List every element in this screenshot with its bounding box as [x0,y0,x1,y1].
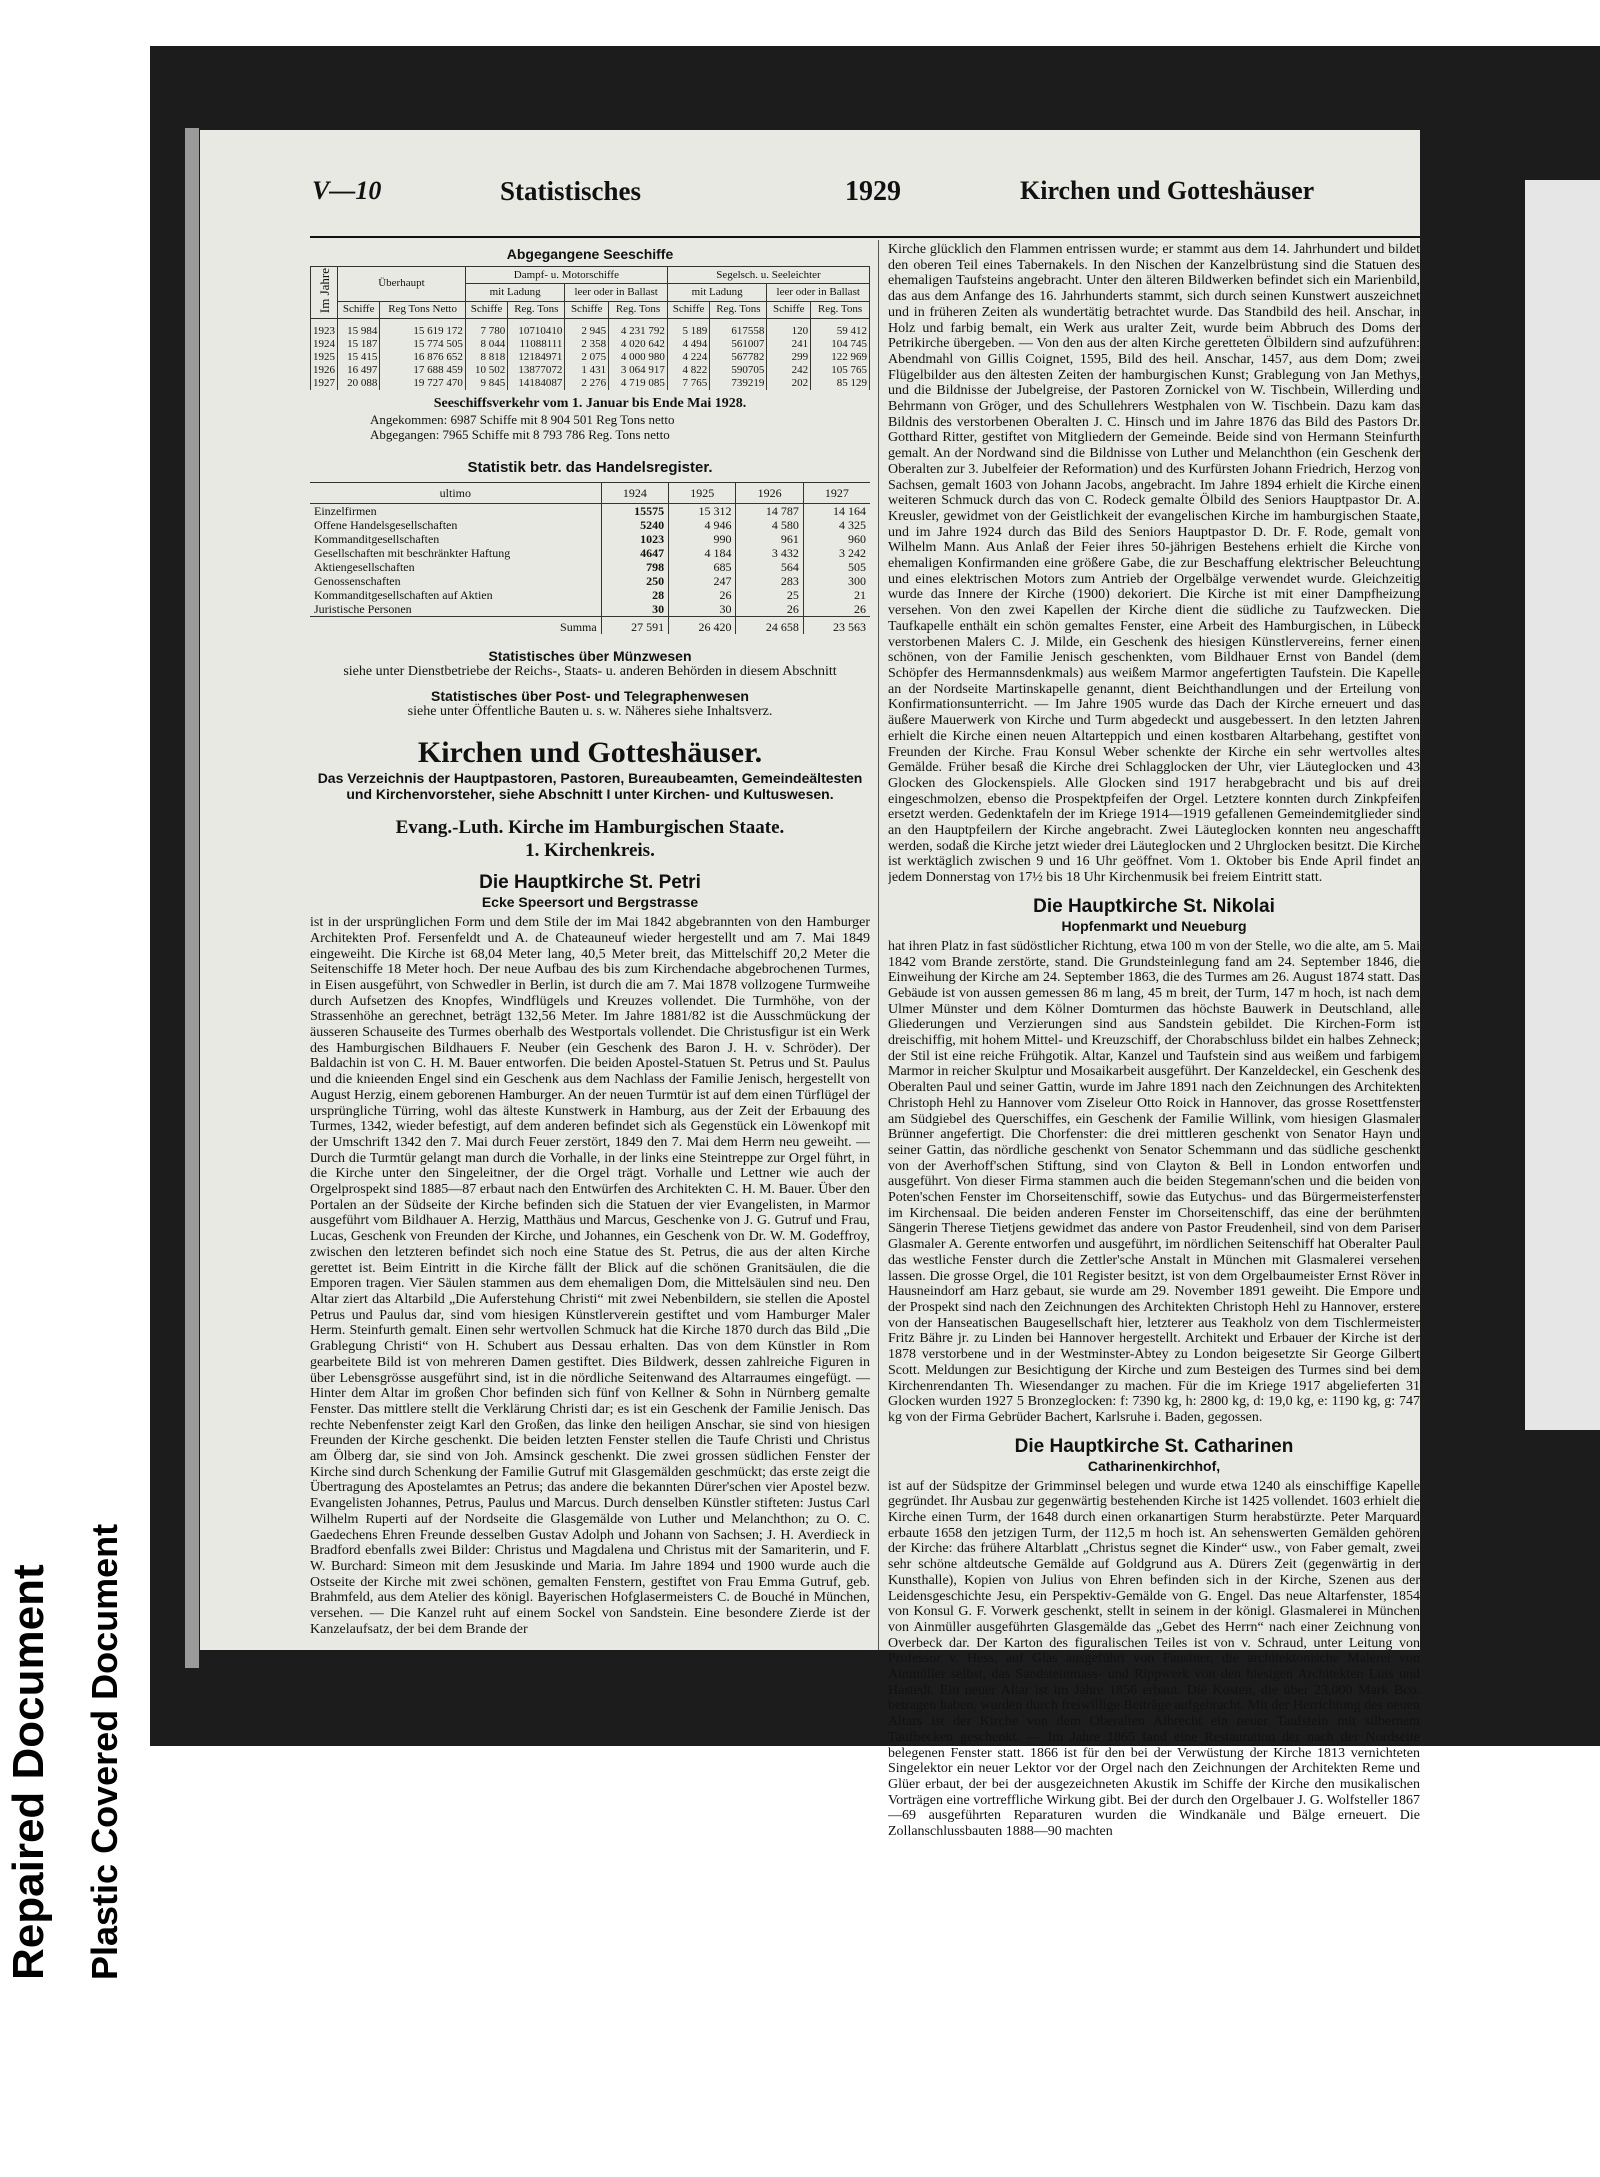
sub-schiffe: Schiffe [465,301,507,318]
hr-sum-value: 27 591 [601,617,668,635]
seeschiffe-value-cell: 3 064 917 [609,364,668,377]
seeschiffe-row [311,319,870,339]
hr-sum-value: 24 658 [736,617,803,635]
catharinen-title: Die Hauptkirche St. Catharinen [1014,1435,1294,1457]
hr-year-header: 1925 [669,483,736,504]
dampf-mit-header: mit Ladung [465,284,565,301]
hr-value-cell: 26 [803,602,870,617]
hr-label-cell: Einzelfirmen [314,504,377,519]
seeschiffe-value-cell: 242 [767,364,811,377]
hr-value-cell: 4 946 [669,518,736,532]
hr-label-cell: Juristische Personen [314,602,412,617]
hr-year-header: 1927 [803,483,870,504]
seeschiffe-value-cell: 105 765 [811,364,870,377]
seeschiffe-value-cell: 13877072 [508,364,565,377]
seeschiffe-value-cell: 15 415 [338,351,380,364]
seeschiffe-value-cell: 617558 [710,319,767,339]
right-column [888,240,1420,1840]
seeschiffe-value-cell: 8 818 [465,351,507,364]
seeschiffe-value-cell: 4 494 [667,338,709,351]
hr-value-cell: 505 [803,560,870,574]
hr-value-cell: 14 164 [803,504,870,519]
hr-value-cell: 283 [736,574,803,588]
segel-mit-header: mit Ladung [667,284,767,301]
seeschiffe-value-cell: 122 969 [811,351,870,364]
hr-value-cell: 26 [736,602,803,617]
seeschiffe-value-cell: 10 502 [465,364,507,377]
hr-value-cell: 564 [736,560,803,574]
kirchen-title: Kirchen und Gotteshäuser. [417,736,763,770]
sub-schiffe: Schiffe [565,301,609,318]
hr-value-cell: 25 [736,588,803,602]
muenzwesen-title: Statistisches über Münzwesen [488,648,692,665]
kirchenkreis-heading: 1. Kirchenkreis. [525,840,655,862]
seeschiffe-value-cell: 20 088 [338,377,380,390]
hr-value-cell: 685 [669,560,736,574]
hr-sum-label: Summa [310,617,601,635]
hr-value-cell: 4 325 [803,518,870,532]
seeschiffe-value-cell: 739219 [710,377,767,390]
seeschiffe-row [311,338,870,351]
nikolai-text: hat ihren Platz in fast südöstlicher Richtung, etwa 100 m von der Stelle, wo die alte, am 5. Mai 1842 vom Brande zerstörte, stand. Die Grundsteinlegung fand am 24. September 1846, die Einweihung der Kirche am 24. September 1863, die des Turmes am 26. August 1874 statt. Das Gebäude ist von aussen gemessen 86 m lang, 45 m breit, der Turm, 147 m hoch, ist nach dem Ulmer Münster und dem Kölner Domturmen das höchste Bauwerk in Deutschland, alle Gliederungen und Verzierungen sind aus Sandstein gebildet. Die Kirchen-Form ist dreischiffig, mit hohem Mittel- und Kreuzschiff, der Chorabschluss bildet ein halbes Zehneck; der Stil ist eine reiche Frühgotik. Altar, Kanzel und Taufstein sind aus weißem und farbigem Marmor in reicher Skulptur und Mosaikarbeit ausgeführt. Der Kanzeldeckel, ein Geschenk des Oberalten Paul und seiner Gattin, wurde im Jahre 1891 nach den Zeichnungen des Architekten Christoph Hehl zu Hannover vom Ziseleur Otto Roick in Hannover, das grosse Rosettfenster am Südgiebel des Querschiffes, ein Geschenk der Familie Willink, vom hiesigen Glasmaler Brünner angefertigt. Die Chorfenster: die drei mittleren geschenkt von Senator Hayn und seiner Gattin, das nördliche geschenkt von Senator Schemmann und das südliche geschenkt von der Averhoff'schen Stiftung, sind von Clayton & Bell in London entworfen und ausgeführt. Von dieser Firma stammen auch die beiden Stegemann'schen und die beiden von Poten'schen Fenster im Chorseitenschiff, sowie das Eutychus- und das Bürgermeisterfenster im Kirchensaal. Die beiden anderen Fenster im Chorseitenschiff, das eine der berühmten Sängerin Therese Tietjens gewidmet das andere von Pastor Freudenheil, sind von dem Pariser Glasmaler A. Gerente entworfen und ausgeführt, im nördlichen Seitenschiff hat Oberalter Paul das westliche Fenster durch die Zettler'sche Anstalt in München mit Glasmalerei versehen lassen. Die grosse Orgel, die 101 Register besitzt, ist von dem Orgelbaumeister Ernst Röver in Hausneindorf am Harz gebaut, sie wurde am 29. November 1891 geweiht. Die Empore und der Prospekt sind nach den Zeichnungen des Architekten Christoph Hehl zu Hannover, erstere von der Hanseatischen Baugesellschaft hier, letzterer aus Teakholz von dem Tischlermeister Fritz Bähre jr. zu Linden bei Hannover hergestellt. Architekt und Erbauer der Kirche ist der 1878 verstorbene und in der Westminster-Abtey zu London beigesetzte Sir George Gilbert Scott. Meldungen zur Besichtigung der Kirche und zum Besteigen des Turmes sind bei dem Kirchenrendanten Th. Wiesendanger zu machen. Für die im Kriege 1917 abgelieferten 31 Glocken wurden 1927 5 Bronzeglocken: f: 7390 kg, h: 2800 kg, d: 19,0 kg, e: 1190 kg, g: 747 kg von der Firma Gebrüder Bachert, Karlsruhe i. Baden, gegossen. [888,938,1420,1425]
seeschiffe-value-cell: 4 000 980 [609,351,668,364]
hr-label-cell: Gesellschaften mit beschränkter Haftung [314,546,511,561]
handelsregister-row [310,560,870,574]
col-ueberhaupt-header: Überhaupt [338,267,466,302]
handelsregister-table [310,482,870,634]
hr-value-cell: 30 [601,602,668,617]
seeschiffe-value-cell: 11088111 [508,338,565,351]
adjacent-page-strip [1525,180,1600,1430]
seeschiffe-value-cell: 120 [767,319,811,339]
seeschiffe-body [311,319,870,391]
seeschiffe-value-cell: 14184087 [508,377,565,390]
muenzwesen-reference [310,648,870,680]
seeschiffe-title: Abgegangene Seeschiffe [506,246,674,262]
seeschiffe-value-cell: 4 231 792 [609,319,668,339]
hr-sum-value: 26 420 [669,617,736,635]
seeschiffe-value-cell: 299 [767,351,811,364]
seeschiffe-value-cell: 2 358 [565,338,609,351]
sub-regnetto: Reg Tons Netto [380,301,465,318]
left-column [310,240,870,1637]
seeschiffe-value-cell: 4 020 642 [609,338,668,351]
sub-regtons: Reg. Tons [811,301,870,318]
seeschiffe-value-cell: 5 189 [667,319,709,339]
segel-leer-header: leer oder in Ballast [767,284,870,301]
hr-value-cell: 28 [601,588,668,602]
hr-sum-value: 23 563 [803,617,870,635]
seeschiffe-table [310,266,870,390]
sub-regtons: Reg. Tons [710,301,767,318]
seeschiffe-value-cell: 15 774 505 [380,338,465,351]
seeschiffe-row [311,377,870,390]
side-label-area [0,0,140,2177]
seeschiffe-value-cell: 4 822 [667,364,709,377]
seeschiffe-value-cell: 104 745 [811,338,870,351]
sub-regtons: Reg. Tons [508,301,565,318]
hr-value-cell: 990 [669,532,736,546]
hr-value-cell: 3 432 [736,546,803,560]
hr-value-cell: 15575 [601,504,668,519]
seeschiffe-value-cell: 567782 [710,351,767,364]
seeschiffe-row [311,351,870,364]
seeschiffe-year-cell: 1925 [311,351,338,364]
seeschiffe-year-cell: 1926 [311,364,338,377]
hr-label-cell: Genossenschaften [314,574,401,589]
petri-subtitle: Ecke Speersort und Bergstrasse [481,894,699,911]
seeschiffe-value-cell: 4 224 [667,351,709,364]
plastic-covered-document-label: Plastic Covered Document [84,1523,125,1980]
seeschiffsverkehr-heading: Seeschiffsverkehr vom 1. Januar bis Ende Mai 1928. [433,396,747,412]
hr-value-cell: 4647 [601,546,668,560]
hr-value-cell: 247 [669,574,736,588]
seeschiffe-value-cell: 19 727 470 [380,377,465,390]
hr-value-cell: 961 [736,532,803,546]
hr-label-cell: Kommanditgesellschaften auf Aktien [314,588,493,603]
seeschiffe-value-cell: 16 497 [338,364,380,377]
seeschiffe-value-cell: 2 276 [565,377,609,390]
hr-value-cell: 960 [803,532,870,546]
seeschiffe-value-cell: 16 876 652 [380,351,465,364]
seeschiffe-value-cell: 2 075 [565,351,609,364]
abgegangen-line: Abgegangen: 7965 Schiffe mit 8 793 786 Reg. Tons netto [370,427,670,443]
hr-value-cell: 4 580 [736,518,803,532]
hr-value-cell: 3 242 [803,546,870,560]
seeschiffe-value-cell: 8 044 [465,338,507,351]
handelsregister-row [310,602,870,617]
postwesen-text: siehe unter Öffentliche Bauten u. s. w. Näheres siehe Inhaltsverz. [407,704,773,720]
hr-value-cell: 15 312 [669,504,736,519]
seeschiffe-value-cell: 2 945 [565,319,609,339]
sub-schiffe: Schiffe [667,301,709,318]
postwesen-title: Statistisches über Post- und Telegraphenwesen [431,688,749,705]
seeschiffe-value-cell: 10710410 [508,319,565,339]
sub-regtons: Reg. Tons [609,301,668,318]
hr-year-header: 1924 [601,483,668,504]
catharinen-text: ist auf der Südspitze der Grimminsel belegen und wurde etwa 1240 als einschiffige Kapelle gegründet. Ihr Ausbau zur gegenwärtig bestehenden Kirche ist 1425 vollendet. 1603 erhielt die Kirche einen Turm, der 1648 durch einen orkanartigen Sturm herabstürzte. Peter Marquard erbaute 1658 den jetzigen Turm, der 112,5 m hoch ist. An sehenswerten Gemälden gehören der Kirche: das frühere Altarblatt „Christus segnet die Kinder“ usw., von Faber gemalt, zwei sehr schöne altdeutsche Gemälde auf Goldgrund aus A. Dürers Zeit (gegenwärtig in der Kunsthalle), Kopien von Julius von Ehren befinden sich in der Kirche, Szenen aus der Leidensgeschichte Jesu, ein Perspektiv-Gemälde von G. Engel. Das neue Altarfenster, 1854 von Konsul G. F. Vorwerk geschenkt, stellt in seinem in der königl. Glasmalerei in München von Ainmüller ausgeführten Glasgemälde das „Gebet des Herrn“ nach einer Zeichnung von Overbeck dar. Der Karton des figuralischen Teiles ist von v. Schraud, unter Leitung von Professor v. Hess, auf Glas ausgeführt von Faustner, die architektonische Malerei von Ainmüller selbst, das Sandsteinmass- und Rippwerk von den hiesigen Architekten Luis und Hastedt. Ein neuer Altar ist im Jahre 1856 erbaut. Die Kosten, die über 23,000 Mark Bco. betragen haben, wurden durch freiwillige Beiträge aufgebracht. Mit der Herrichtung des neuen Altars ist der Kirche von dem Oberalten Albrecht ein neuer Taufstein mit silbernem Taufbecken geschenkt. — Im Jahre 1865 fand eine Restauration der nach der Nordseite belegenen Fenster statt. 1866 ist für den bei der Verwüstung der Kirche 1813 vernichteten Singelektor ein neuer Lektor vor der Orgel nach den Zeichnungen der Architekten Reme und Glüer erbaut, der bei der ausgezeichneten Akustik im Schiffe der Kirche den musikalischen Vorträgen eine vortreffliche Wirkung gibt. Bei der durch den Orgelbauer J. G. Wolfsteller 1867—69 ausgeführten Reparaturen wurden die Windkanäle und Bälge erneuert. Die Zollanschlussbauten 1888—90 machten [888,1478,1420,1840]
handelsregister-title: Statistik betr. das Handelsregister. [467,459,713,477]
seeschiffe-value-cell: 15 619 172 [380,319,465,339]
hr-label-cell: Kommanditgesellschaften [314,532,440,547]
hr-value-cell: 1023 [601,532,668,546]
page-number: V—10 [312,176,382,205]
angekommen-line: Angekommen: 6987 Schiffe mit 8 904 501 Reg Tons netto [370,412,675,428]
col-year-header: Im Jahre [316,268,332,314]
dampf-leer-header: leer oder in Ballast [565,284,667,301]
seeschiffe-value-cell: 1 431 [565,364,609,377]
kirchen-intro: Das Verzeichnis der Hauptpastoren, Pastoren, Bureaubeamten, Gemeindeältesten und Kirchenvorsteher, siehe Abschnitt I unter Kirchen- und Kultuswesen. [317,770,863,803]
hr-label-cell: Aktiengesellschaften [314,560,415,575]
header-right: Kirchen und Gotteshäuser [1020,176,1315,205]
muenzwesen-text: siehe unter Dienstbetriebe der Reichs-, Staats- u. anderen Behörden in diesem Abschnitt [343,664,837,680]
catharinen-subtitle: Catharinenkirchhof, [1087,1457,1221,1474]
handelsregister-row [310,574,870,588]
petri-continued-text: Kirche glücklich den Flammen entrissen wurde; er stammt aus dem 14. Jahrhundert und bildet den oberen Teil eines Tabernakels. In den Nischen der Kanzelbrüstung sind die Statuen des ehemaligen Taufsteins angebracht. Unter den älteren Bildwerken befindet sich ein Marienbild, das aus dem Anfange des 16. Jahrhunderts stammt, sich durch seinen Kunstwert auszeichnet und in früheren Zeiten als wundertätig betrachtet wurde. Das Standbild des heil. Anschar, in Holz und farbig bemalt, ein Werk aus uralter Zeit, wurde beim Abbruch des Doms der Petrikirche übergeben. — Von den aus der alten Kirche geretteten Ölbildern sind aufzuführen: Abendmahl von Gillis Coignet, 1595, Bild des heil. Anschar, 1457, aus dem Dom; zwei Flügelbilder aus den ältesten Zeiten der hamburgischen Kunst; Grablegung von Jan Methys, und die Bildnisse der Jubelgreise, der Pastoren Zornickel von W. Tischbein, Willerding und Behrmann von Gröger, und des Schullehrers Westphalen von W. Tischbein. Dazu kam das Bildnis des verstorbenen Oberalten J. C. Hinsch und im Jahre 1876 das Bild des Pastors Dr. Gotthard Ritter, gestiftet von Mitgliedern der Gemeinde. Beide sind von Hermann Steinfurth gemalt. An der Nordwand sind die Bildnisse von Luther und Melanchthon (ein Geschenk der Oberalten zur 3. Jubelfeier der Reformation) und des Kurfürsten Johann Friedrich, Herzog von Sachsen, gemalt 1603 von Johann Jacobs, angebracht. Im Jahre 1894 erhielt die Kirche einen weiteren Schmuck durch das von C. Rodeck gemalte Ölbild des Seniors Hauptpastor Dr. A. Kreusler, gewidmet von der Geistlichkeit der evangelischen Kirche im hamburgischen Staate, und im Jahre 1924 durch das Bild des Seniors Hauptpastor D. Dr. F. Rode, gemalt von Wilhelm Mann. Aus Anlaß der Feier ihres 50-jährigen Bestehens erhielt die Kirche von ehemaligen Konfirmanden eine größere Gabe, die zur Beschaffung elektrischer Beleuchtung und eines elektrischen Motors zum Antrieb der Orgelbälge verwendet wurde. Gleichzeitig wurde das Innere der Kirche (1900) dekoriert. Die Kirche ist mit einer Dampfheizung versehen. Von den zwei Kapellen der Kirche dient die südliche zu Taufzwecken. Die Taufkapelle enthält ein schön gemaltes Fenster, eine Arbeit des Hamburgischen, in Lübeck verstorbenen Malers C. J. Milde, ein Geschenk des hiesigen Künstlervereins, ferner einen schönen, von der Familie Jenisch geschenkten, vom Bildhauer Ernst von Bandel (dem Schöpfer des Hermannsdenkmals) aus weißem Marmor angefertigten Taufstein. Die Kapelle an der Nordseite Martinskapelle genannt, dient Beichthandlungen und der Erteilung von Konfirmationsunterricht. — Im Jahre 1905 wurde das Dach der Kirche erneuert und das äußere Mauerwerk von Kirche und Turm abgedeckt und ausgebessert. In den letzten Jahren erhielt die Kirche einen neuen Altarteppich und einen kostbaren Altarbehang, gestiftet von Freunden der Kirche. Frau Konsul Weber schenkte der Kirche ein sehr wertvolles altes Gemälde. Früher besaß die Kirche drei Schlagglocken der Uhr, vier Läuteglocken und 43 Glocken des Glockenspiels. Alle Glocken sind 1917 herabgebracht und bis auf drei eingeschmolzen, ebenso die Prospektpfeifen der Orgel. Letztere konnten durch Zinkpfeifen ersetzt werden. Gedenktafeln der im Kriege 1914—1919 gefallenen Gemeindemitglieder sind an den Hauptpfeilern der Kirche angebracht. Zwei Läuteglocken konnten neu angeschafft werden, sodaß die Kirche jetzt wieder drei Läuteglocken und 2 Uhrglocken besitzt. Die Kirche ist werktäglich zwischen 9 und 16 Uhr geöffnet. Vom 1. Oktober bis Ende April findet an jedem Donnerstag von 17½ bis 18 Uhr Kirchenmusik bei freiem Eintritt statt. [888,242,1420,886]
handelsregister-row [310,504,870,519]
header-year: 1929 [845,176,901,207]
sub-schiffe: Schiffe [767,301,811,318]
seeschiffe-value-cell: 15 187 [338,338,380,351]
seeschiffe-value-cell: 85 129 [811,377,870,390]
seeschiffe-value-cell: 241 [767,338,811,351]
hr-value-cell: 798 [601,560,668,574]
handelsregister-row [310,546,870,560]
handelsregister-body [310,504,870,617]
hr-value-cell: 21 [803,588,870,602]
handelsregister-row [310,532,870,546]
seeschiffe-value-cell: 7 780 [465,319,507,339]
hr-value-cell: 26 [669,588,736,602]
hr-ultimo-header: ultimo [310,483,601,504]
document-page [200,130,1420,1840]
seeschiffe-value-cell: 590705 [710,364,767,377]
hr-value-cell: 14 787 [736,504,803,519]
seeschiffe-value-cell: 15 984 [338,319,380,339]
seeschiffe-year-cell: 1927 [311,377,338,390]
hr-value-cell: 300 [803,574,870,588]
col-dampf-header: Dampf- u. Motorschiffe [465,267,667,284]
hr-value-cell: 4 184 [669,546,736,560]
seeschiffe-value-cell: 59 412 [811,319,870,339]
header-left: Statistisches [500,176,641,206]
seeschiffe-value-cell: 202 [767,377,811,390]
page-edge [185,128,199,1668]
handelsregister-row [310,588,870,602]
seeschiffe-value-cell: 12184971 [508,351,565,364]
nikolai-title: Die Hauptkirche St. Nikolai [1033,895,1275,917]
page-header [200,130,1420,207]
header-rule [310,236,1420,238]
hr-value-cell: 250 [601,574,668,588]
nikolai-subtitle: Hopfenmarkt und Neueburg [1061,917,1247,934]
petri-text: ist in der ursprünglichen Form und dem Stile der im Mai 1842 abgebrannten von den Hamburger Architekten Prof. Fersenfeldt und A. de Chateauneuf wieder hergestellt und am 7. Mai 1849 eingeweiht. Die Kirche ist 68,04 Meter lang, 40,5 Meter breit, das Mittelschiff 20,2 Meter die Seitenschiffe 18 Meter hoch. Der neue Aufbau des bis zum Kirchendache abgebrochenen Turmes, in Eisen ausgeführt, von Schwedler in Berlin, ist durch die am 7. Mai 1878 vollzogene Turmweihe durch Aufsetzen des Knopfes, Windflügels und Kreuzes vollendet. Die Turmhöhe, von der Strassenhöhe an gerechnet, beträgt 132,56 Meter. Im Jahre 1881/82 ist die Ausschmückung der äusseren Schauseite des Turmes oberhalb des Westportals vollendet. Die Christusfigur ist ein Werk des Hamburgischen Bildhauers F. Neuber (ein Geschenk des Baron J. H. v. Schröder). Der Baldachin ist von C. H. M. Bauer entworfen. Die beiden Apostel-Statuen St. Petrus und St. Paulus und die knieenden Engel sind ein Geschenk aus dem Nachlass der Familie Jenisch, hergestellt von August Herzig, einem geborenen Hamburger. An der neuen Turmtür ist auf dem einen Türflügel der ursprüngliche Türring, wohl das älteste Kunstwerk in Hamburg, aus der Zeit der Erbauung des Turmes, 1342, wieder befestigt, auf dem anderen befindet sich als Gegenstück ein Löwenkopf mit der Umschrift 1342 den 7. Mai durch Feuer zerstört, 1849 den 7. Mai dem Herrn neu geweiht. — Durch die Turmtür gelangt man durch die Vorhalle, in der links eine Steintreppe zur Orgel führt, in die Kirche unter den Singeleitner, der die Orgel trägt. Vorhalle und Lettner wie auch der Orgelprospekt sind 1885—87 erbaut nach den Entwürfen des Architekten C. H. M. Bauer. Über den Portalen an der Südseite der Kirche befinden sich die Statuen der vier Evangelisten, in Marmor ausgeführt vom Bildhauer A. Herzig, Matthäus und Marcus, Geschenke von J. G. Gutruf und Frau, Lucas, Geschenk von Freunden der Kirche, und Johannes, ein Geschenk von Dr. W. M. Godeffroy, zwischen den letzteren befindet sich noch eine Statue des St. Petrus, die aus der alten Kirche gerettet ist. Beim Eintritt in die Kirche fällt der Blick auf die schönen Granitsäulen, die die Emporen tragen. Vier Säulen stammen aus dem ehemaligen Dom, die Mittelsäulen sind neu. Den Altar ziert das Altarbild „Die Auferstehung Christi“ mit zwei Nebenbildern, sie stellen die Apostel Petrus und Paulus dar, sind vom hiesigen Künstlerverein gestiftet und vom Hamburger Maler Herm. Steinfurth gemalt. Einen sehr wertvollen Schmuck hat die Kirche 1870 durch das Bild „Die Grablegung Christi“ von H. Schubert aus Dessau erhalten. Das von dem Künstler in Rom gearbeitete Bild ist von mehreren Damen gestiftet. Dies Bildwerk, dessen zahlreiche Figuren in über Lebensgrösse ausgeführt sind, ist in die nördliche Seitenwand des Altarraumes eingefügt. — Hinter dem Altar im großen Chor befinden sich fünf von Kellner & Sohn in Nürnberg gemalte Fenster. Das mittlere stellt die Verklärung Christi dar; es ist ein Geschenk der Familie Jenisch. Das rechte Nebenfenster zeigt Karl den Großen, das linke den heiligen Anschar, sie sind von hiesigen Freunden der Kirche geschenkt. Die beiden letzten Fenster stellen die Taufe Christi und Christus am Ölberg dar, sie sind von Joh. Amsinck geschenkt. Die zwei grossen südlichen Fenster der Kirche sind durch Schenkung der Familie Gutruf mit Glasgemälden geschmückt; das erste zeigt die Übertragung des Apostelamtes an Petrus; das andere die bekannten Dürer'schen vier Apostel bezw. Evangelisten Johannes, Petrus, Paulus und Marcus. Durch denselben Künstler stifteten: Justus Carl Wilhelm Ruperti auf der Nordseite die Glasgemälde von Luther und Melanchthon; zu O. C. Gaedechens Ehren Freunde desselben Gustav Adolph und Johann von Sachsen; J. H. Averdieck in Bradford ebenfalls zwei Bilder: Christus und Magdalena und Christus mit der Samariterin, und F. W. Burchard: Simeon mit dem Jesuskinde und Maria. Im Jahre 1894 und 1900 wurde auch die Ostseite der Kirche mit zwei schönen, gemalten Fenstern, gestiftet von Frau Emma Gutruf, geb. Brahmfeld, aus dem Atelier des königl. Bayerischen Hofglasermeisters C. de Bouché in München, versehen. — Die Kanzel ruht auf einem Sockel von Sandstein. Eine besondere Zierde ist der Kanzelaufsatz, der bei dem Brande der [310,915,870,1637]
col-segel-header: Segelsch. u. Seeleichter [667,267,869,284]
postwesen-reference [310,688,870,720]
seeschiffe-value-cell: 9 845 [465,377,507,390]
hr-year-header: 1926 [736,483,803,504]
seeschiffe-value-cell: 561007 [710,338,767,351]
petri-title: Die Hauptkirche St. Petri [479,872,701,894]
sub-schiffe: Schiffe [338,301,380,318]
seeschiffe-value-cell: 4 719 085 [609,377,668,390]
hr-label-cell: Offene Handelsgesellschaften [314,518,458,533]
column-rule [878,240,879,1650]
seeschiffe-value-cell: 17 688 459 [380,364,465,377]
evang-heading: Evang.-Luth. Kirche im Hamburgischen Staate. [395,817,785,839]
handelsregister-row [310,518,870,532]
repaired-document-label: Repaired Document [4,1564,53,1980]
seeschiffe-value-cell: 7 765 [667,377,709,390]
seeschiffe-row [311,364,870,377]
seeschiffe-year-cell: 1924 [311,338,338,351]
hr-value-cell: 5240 [601,518,668,532]
seeschiffe-year-cell: 1923 [311,319,338,339]
hr-value-cell: 30 [669,602,736,617]
